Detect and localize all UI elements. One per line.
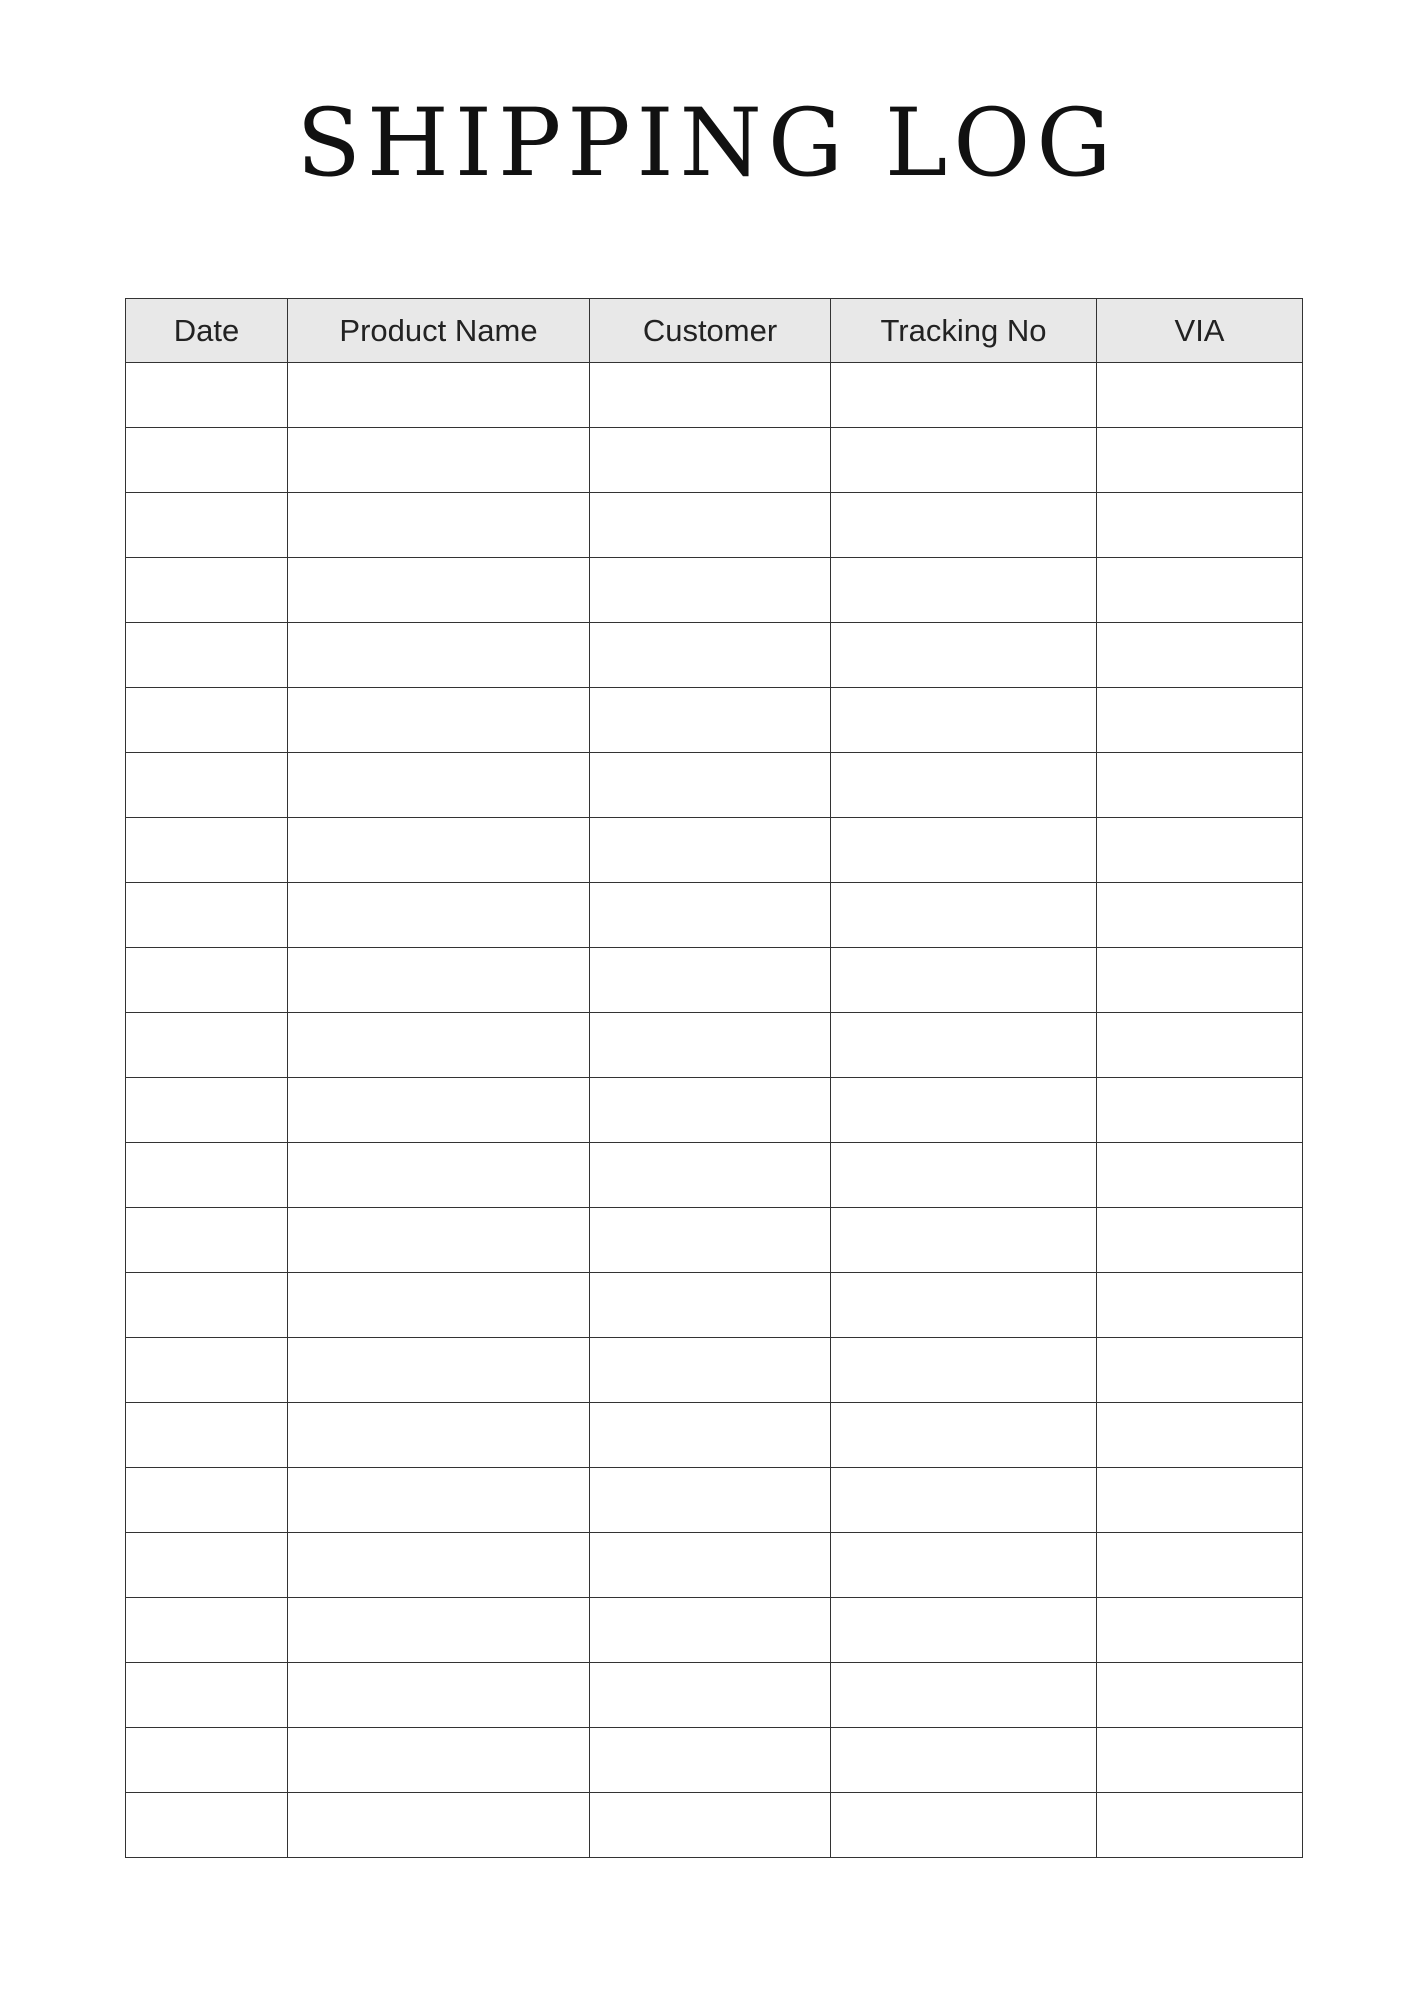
- cell-tracking-no[interactable]: [831, 1793, 1097, 1858]
- cell-product-name[interactable]: [288, 558, 590, 623]
- cell-customer[interactable]: [590, 428, 831, 493]
- cell-customer[interactable]: [590, 558, 831, 623]
- cell-product-name[interactable]: [288, 1663, 590, 1728]
- cell-date[interactable]: [126, 1273, 288, 1338]
- column-header-via: VIA: [1097, 299, 1303, 363]
- cell-via[interactable]: [1097, 1468, 1303, 1533]
- table-row: [126, 1533, 1303, 1598]
- cell-via[interactable]: [1097, 688, 1303, 753]
- cell-product-name[interactable]: [288, 428, 590, 493]
- cell-customer[interactable]: [590, 363, 831, 428]
- column-header-product-name: Product Name: [288, 299, 590, 363]
- cell-customer[interactable]: [590, 753, 831, 818]
- table-row: [126, 1598, 1303, 1663]
- cell-product-name[interactable]: [288, 493, 590, 558]
- cell-tracking-no[interactable]: [831, 1208, 1097, 1273]
- cell-tracking-no[interactable]: [831, 1273, 1097, 1338]
- cell-customer[interactable]: [590, 493, 831, 558]
- cell-tracking-no[interactable]: [831, 1663, 1097, 1728]
- cell-tracking-no[interactable]: [831, 493, 1097, 558]
- table-row: [126, 493, 1303, 558]
- cell-customer[interactable]: [590, 1728, 831, 1793]
- cell-via[interactable]: [1097, 363, 1303, 428]
- cell-via[interactable]: [1097, 558, 1303, 623]
- table-row: [126, 948, 1303, 1013]
- table-row: [126, 1273, 1303, 1338]
- table-row: [126, 1338, 1303, 1403]
- cell-via[interactable]: [1097, 1663, 1303, 1728]
- table-row: [126, 1728, 1303, 1793]
- table-row: [126, 1468, 1303, 1533]
- cell-date[interactable]: [126, 623, 288, 688]
- table-row: [126, 883, 1303, 948]
- cell-tracking-no[interactable]: [831, 688, 1097, 753]
- cell-product-name[interactable]: [288, 818, 590, 883]
- cell-tracking-no[interactable]: [831, 1403, 1097, 1468]
- cell-tracking-no[interactable]: [831, 1338, 1097, 1403]
- cell-tracking-no[interactable]: [831, 818, 1097, 883]
- cell-product-name[interactable]: [288, 1468, 590, 1533]
- cell-customer[interactable]: [590, 1273, 831, 1338]
- cell-customer[interactable]: [590, 1533, 831, 1598]
- cell-tracking-no[interactable]: [831, 1728, 1097, 1793]
- table-row: [126, 753, 1303, 818]
- cell-via[interactable]: [1097, 1598, 1303, 1663]
- cell-date[interactable]: [126, 688, 288, 753]
- cell-via[interactable]: [1097, 1078, 1303, 1143]
- cell-tracking-no[interactable]: [831, 428, 1097, 493]
- cell-customer[interactable]: [590, 818, 831, 883]
- cell-product-name[interactable]: [288, 1338, 590, 1403]
- cell-customer[interactable]: [590, 1468, 831, 1533]
- cell-date[interactable]: [126, 1078, 288, 1143]
- cell-via[interactable]: [1097, 883, 1303, 948]
- cell-tracking-no[interactable]: [831, 363, 1097, 428]
- cell-customer[interactable]: [590, 948, 831, 1013]
- cell-product-name[interactable]: [288, 1208, 590, 1273]
- cell-date[interactable]: [126, 1598, 288, 1663]
- cell-customer[interactable]: [590, 1403, 831, 1468]
- table-row: [126, 428, 1303, 493]
- cell-product-name[interactable]: [288, 1013, 590, 1078]
- cell-date[interactable]: [126, 883, 288, 948]
- cell-tracking-no[interactable]: [831, 1143, 1097, 1208]
- cell-date[interactable]: [126, 1468, 288, 1533]
- cell-date[interactable]: [126, 1208, 288, 1273]
- table-row: [126, 1013, 1303, 1078]
- table-row: [126, 1208, 1303, 1273]
- cell-customer[interactable]: [590, 1013, 831, 1078]
- cell-tracking-no[interactable]: [831, 558, 1097, 623]
- page-title: SHIPPING LOG: [296, 89, 1118, 198]
- table-row: [126, 688, 1303, 753]
- cell-product-name[interactable]: [288, 688, 590, 753]
- cell-product-name[interactable]: [288, 1143, 590, 1208]
- shipping-log-table: [125, 298, 1303, 1858]
- cell-customer[interactable]: [590, 1143, 831, 1208]
- cell-customer[interactable]: [590, 1663, 831, 1728]
- cell-customer[interactable]: [590, 1208, 831, 1273]
- cell-via[interactable]: [1097, 1143, 1303, 1208]
- cell-via[interactable]: [1097, 1013, 1303, 1078]
- cell-date[interactable]: [126, 1533, 288, 1598]
- table-row: [126, 363, 1303, 428]
- cell-via[interactable]: [1097, 1273, 1303, 1338]
- cell-customer[interactable]: [590, 1598, 831, 1663]
- table-row: [126, 558, 1303, 623]
- cell-tracking-no[interactable]: [831, 1533, 1097, 1598]
- column-header-tracking-no: Tracking No: [831, 299, 1097, 363]
- cell-via[interactable]: [1097, 1338, 1303, 1403]
- cell-via[interactable]: [1097, 818, 1303, 883]
- cell-product-name[interactable]: [288, 623, 590, 688]
- cell-product-name[interactable]: [288, 363, 590, 428]
- cell-product-name[interactable]: [288, 1793, 590, 1858]
- cell-via[interactable]: [1097, 1533, 1303, 1598]
- cell-date[interactable]: [126, 1013, 288, 1078]
- cell-tracking-no[interactable]: [831, 883, 1097, 948]
- cell-via[interactable]: [1097, 753, 1303, 818]
- cell-date[interactable]: [126, 1143, 288, 1208]
- table-row: [126, 1403, 1303, 1468]
- cell-via[interactable]: [1097, 1728, 1303, 1793]
- cell-date[interactable]: [126, 1793, 288, 1858]
- cell-product-name[interactable]: [288, 1728, 590, 1793]
- table-row: [126, 623, 1303, 688]
- cell-customer[interactable]: [590, 883, 831, 948]
- cell-product-name[interactable]: [288, 1078, 590, 1143]
- cell-customer[interactable]: [590, 623, 831, 688]
- cell-product-name[interactable]: [288, 1533, 590, 1598]
- cell-tracking-no[interactable]: [831, 753, 1097, 818]
- cell-tracking-no[interactable]: [831, 948, 1097, 1013]
- cell-customer[interactable]: [590, 1078, 831, 1143]
- cell-customer[interactable]: [590, 1338, 831, 1403]
- cell-tracking-no[interactable]: [831, 1013, 1097, 1078]
- column-header-date: Date: [126, 299, 288, 363]
- table-row: [126, 818, 1303, 883]
- cell-date[interactable]: [126, 818, 288, 883]
- cell-via[interactable]: [1097, 1793, 1303, 1858]
- cell-product-name[interactable]: [288, 948, 590, 1013]
- table-row: [126, 1793, 1303, 1858]
- cell-via[interactable]: [1097, 428, 1303, 493]
- cell-tracking-no[interactable]: [831, 1598, 1097, 1663]
- cell-product-name[interactable]: [288, 883, 590, 948]
- cell-product-name[interactable]: [288, 753, 590, 818]
- table-row: [126, 1663, 1303, 1728]
- cell-product-name[interactable]: [288, 1598, 590, 1663]
- cell-via[interactable]: [1097, 948, 1303, 1013]
- cell-tracking-no[interactable]: [831, 1468, 1097, 1533]
- cell-product-name[interactable]: [288, 1273, 590, 1338]
- cell-product-name[interactable]: [288, 1403, 590, 1468]
- cell-date[interactable]: [126, 1338, 288, 1403]
- cell-via[interactable]: [1097, 623, 1303, 688]
- table-body: [126, 363, 1303, 1858]
- cell-via[interactable]: [1097, 1208, 1303, 1273]
- cell-date[interactable]: [126, 753, 288, 818]
- cell-via[interactable]: [1097, 493, 1303, 558]
- table-header-row: [126, 299, 1303, 363]
- cell-date[interactable]: [126, 948, 288, 1013]
- cell-tracking-no[interactable]: [831, 1078, 1097, 1143]
- cell-date[interactable]: [126, 428, 288, 493]
- table-row: [126, 1143, 1303, 1208]
- cell-customer[interactable]: [590, 688, 831, 753]
- cell-date[interactable]: [126, 493, 288, 558]
- table-row: [126, 1078, 1303, 1143]
- cell-tracking-no[interactable]: [831, 623, 1097, 688]
- cell-date[interactable]: [126, 1663, 288, 1728]
- column-header-customer: Customer: [590, 299, 831, 363]
- cell-date[interactable]: [126, 1728, 288, 1793]
- cell-date[interactable]: [126, 558, 288, 623]
- cell-via[interactable]: [1097, 1403, 1303, 1468]
- cell-date[interactable]: [126, 1403, 288, 1468]
- cell-date[interactable]: [126, 363, 288, 428]
- cell-customer[interactable]: [590, 1793, 831, 1858]
